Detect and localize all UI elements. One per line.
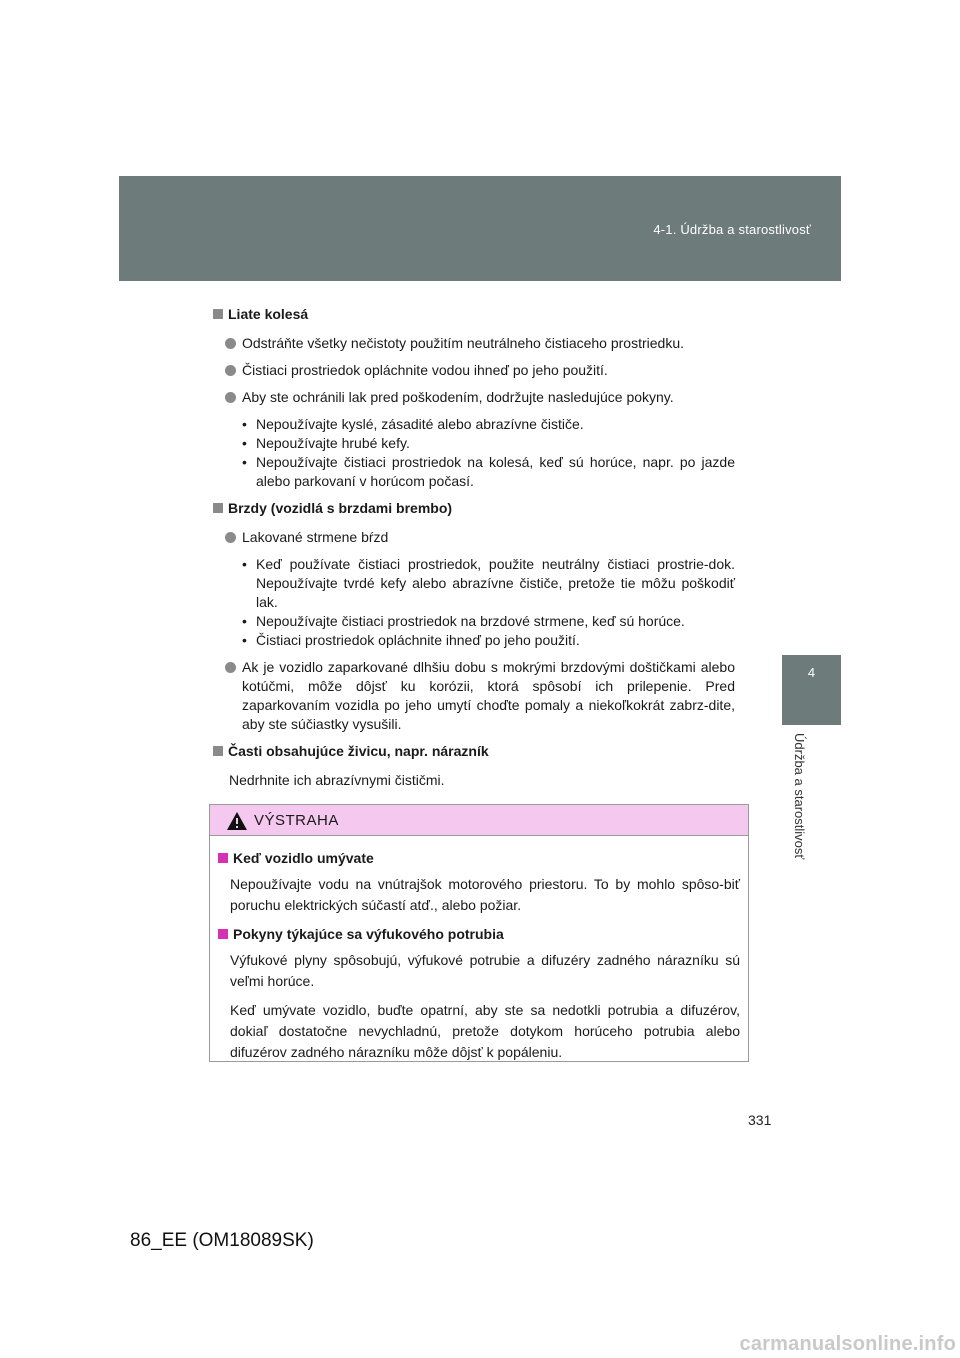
round-bullet-icon xyxy=(225,662,236,673)
sub-item: • Nepoužívajte kyslé, zásadité alebo abrazívne čističe. xyxy=(242,416,584,432)
list-item: Lakované strmene bŕzd xyxy=(213,528,735,547)
round-bullet-icon xyxy=(225,392,236,403)
square-bullet-icon xyxy=(213,746,223,756)
section-heading-resin: Časti obsahujúce živicu, napr. nárazník xyxy=(213,742,735,761)
warning-paragraph: Keď umývate vozidlo, buďte opatrní, aby ste sa nedotkli potrubia a difuzérov, dokiaľ dostatočne nevychladnú, pretože dotykom horúceho potrubia alebo difuzérov zadného nárazníku môže dôjsť k popáleniu. xyxy=(230,1002,740,1060)
sub-item: • Keď používate čistiaci prostriedok, použite neutrálny čistiaci prostrie-dok. Nepoužívajte tvrdé kefy alebo abrazívne čističe, pretože tie môžu poškodiť lak. xyxy=(242,556,735,610)
square-bullet-icon xyxy=(218,929,228,939)
warning-body xyxy=(210,836,748,1063)
sub-item: • Nepoužívajte hrubé kefy. xyxy=(242,435,410,451)
list-item: Aby ste ochránili lak pred poškodením, dodržujte nasledujúce pokyny. xyxy=(213,388,735,407)
sub-list xyxy=(213,555,735,650)
warning-box xyxy=(209,804,749,1062)
header-band xyxy=(119,176,841,281)
warning-heading: Keď vozidlo umývate xyxy=(218,848,740,869)
square-bullet-icon xyxy=(213,503,223,513)
section-title: 4-1. Údržba a starostlivosť xyxy=(653,222,811,237)
chapter-label: Údržba a starostlivosť xyxy=(792,733,807,860)
round-bullet-icon xyxy=(225,365,236,376)
watermark-logo: carmanualsonline.info xyxy=(739,1333,956,1355)
sub-item: • Čistiaci prostriedok opláchnite ihneď po jeho použití. xyxy=(242,632,580,648)
sub-item: • Nepoužívajte čistiaci prostriedok na brzdové strmene, keď sú horúce. xyxy=(242,613,685,629)
round-bullet-icon xyxy=(225,338,236,349)
round-bullet-icon xyxy=(225,532,236,543)
warning-paragraph: Výfukové plyny spôsobujú, výfukové potrubie a difuzéry zadného nárazníku sú veľmi horúce. xyxy=(230,952,740,989)
chapter-number: 4 xyxy=(807,665,816,680)
sub-item: • Nepoužívajte čistiaci prostriedok na kolesá, keď sú horúce, napr. po jazde alebo parkovaní v horúcom počasí. xyxy=(242,454,735,489)
sub-list xyxy=(213,415,735,491)
square-bullet-icon xyxy=(213,309,223,319)
list-item: Ak je vozidlo zaparkované dlhšiu dobu s mokrými brzdovými doštičkami alebo kotúčmi, môže dôjsť ku korózii, ktorá spôsobí ich prilepenie. Pred zaparkovaním vozidla po jeho umytí choďte pomaly a niekoľkokrát zabrz-dite, aby ste súčiastky vysušili. xyxy=(213,658,735,734)
warning-paragraph: Nepoužívajte vodu na vnútrajšok motorového priestoru. To by mohlo spôso-biť poruchu elektrických súčastí atď., alebo požiar. xyxy=(230,876,740,913)
page-number: 331 xyxy=(748,1112,772,1128)
warning-title: VÝSTRAHA xyxy=(254,812,339,829)
chapter-tab xyxy=(782,655,841,725)
section-heading-wheels: Liate kolesá xyxy=(213,305,735,324)
main-content xyxy=(213,305,735,798)
document-code: 86_EE (OM18089SK) xyxy=(130,1230,314,1251)
warning-header xyxy=(210,805,748,836)
paragraph: Nedrhnite ich abrazívnymi čističmi. xyxy=(229,772,445,788)
section-heading-brakes: Brzdy (vozidlá s brzdami brembo) xyxy=(213,499,735,518)
list-item: Odstráňte všetky nečistoty použitím neutrálneho čistiaceho prostriedku. xyxy=(213,334,735,353)
square-bullet-icon xyxy=(218,853,228,863)
warning-triangle-icon xyxy=(226,811,248,831)
list-item: Čistiaci prostriedok opláchnite vodou ihneď po jeho použití. xyxy=(213,361,735,380)
warning-heading: Pokyny týkajúce sa výfukového potrubia xyxy=(218,924,740,945)
